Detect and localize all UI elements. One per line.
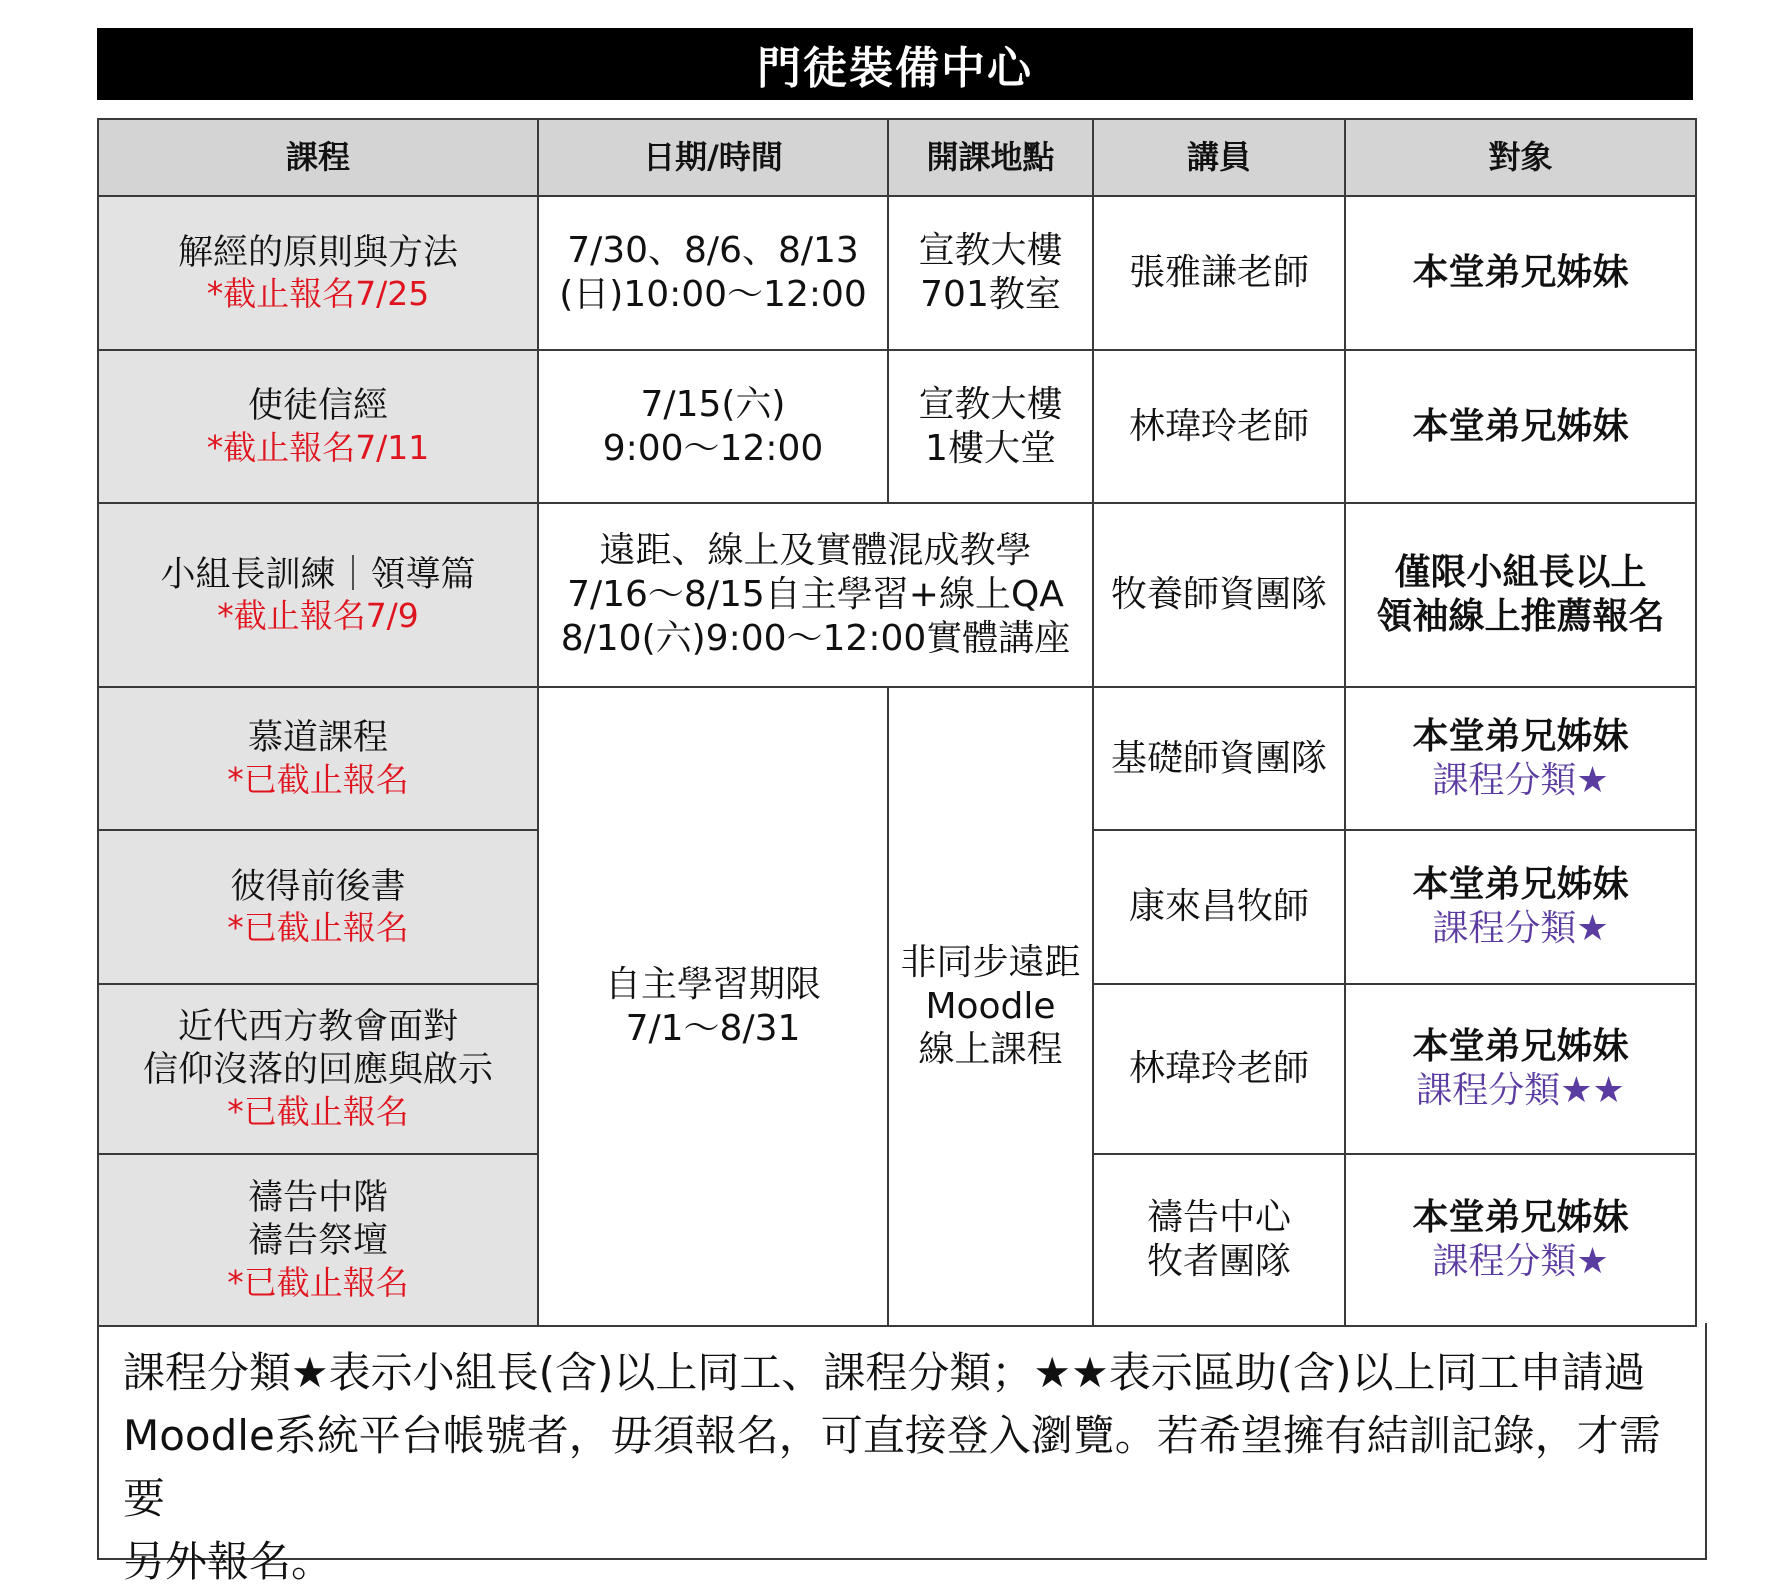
header-target: 對象: [1345, 119, 1696, 196]
location-line: 1樓大堂: [925, 427, 1056, 469]
location-line: 701教室: [920, 274, 1061, 315]
location-cell: [888, 196, 1093, 350]
instructor-name: 禱告中心: [1146, 1197, 1291, 1239]
category-text: 課程分類★★: [1416, 1070, 1625, 1111]
deadline-text: *已截止報名: [227, 908, 409, 948]
table-header-row: [98, 119, 1696, 196]
target-cell: [1345, 1154, 1696, 1326]
location-line: 宣教大樓: [918, 230, 1063, 272]
footnote-box: [97, 1323, 1707, 1586]
target-cell: [1345, 984, 1696, 1154]
deadline-text: *截止報名7/11: [206, 427, 430, 467]
instructor-name: 康來昌牧師: [1128, 886, 1309, 928]
table-row: [98, 196, 1696, 350]
target-text: 本堂弟兄姊妹: [1412, 1197, 1629, 1239]
footnote-line: Moodle系統平台帳號者，毋須報名，可直接登入瀏覽。若希望擁有結訓記錄，才需要: [123, 1411, 1661, 1523]
instructor-name: 牧養師資團隊: [1110, 574, 1327, 616]
instructor-cell: [1093, 350, 1345, 503]
datetime-line: 8/10(六)9:00～12:00實體講座: [560, 617, 1071, 659]
instructor-name: 牧者團隊: [1146, 1241, 1291, 1282]
datetime-line: 9:00～12:00: [602, 427, 824, 469]
header-instructor: 講員: [1093, 119, 1345, 196]
deadline-text: *已截止報名: [227, 1262, 409, 1302]
target-cell: [1345, 196, 1696, 350]
deadline-text: *已截止報名: [227, 759, 409, 799]
datetime-cell: [538, 196, 888, 350]
datetime-line: 遠距、線上及實體混成教學: [599, 530, 1032, 572]
course-name: 慕道課程: [247, 718, 388, 759]
target-cell: [1345, 350, 1696, 503]
instructor-cell: [1093, 830, 1345, 984]
datetime-line: 7/16～8/15自主學習+線上QA: [567, 574, 1064, 616]
course-name: 解經的原則與方法: [177, 232, 458, 273]
location-line: Moodle: [925, 985, 1056, 1027]
course-cell: [98, 1154, 538, 1326]
instructor-name: 林瑋玲老師: [1128, 1048, 1309, 1090]
instructor-name: 張雅謙老師: [1128, 252, 1309, 294]
location-line: 線上課程: [918, 1029, 1063, 1071]
target-cell: [1345, 503, 1696, 687]
header-datetime: 日期/時間: [538, 119, 888, 196]
instructor-name: 基礎師資團隊: [1110, 737, 1327, 779]
shared-location-cell: [888, 687, 1093, 1326]
target-text: 僅限小組長以上: [1394, 552, 1647, 594]
course-cell: [98, 350, 538, 503]
datetime-line: (日)10:00～12:00: [559, 274, 867, 315]
deadline-text: *截止報名7/25: [206, 274, 430, 314]
shared-datetime-cell: [538, 687, 888, 1326]
course-cell: [98, 830, 538, 984]
target-text: 本堂弟兄姊妹: [1412, 715, 1629, 757]
deadline-text: *截止報名7/9: [217, 596, 419, 636]
course-name: 近代西方教會面對: [177, 1007, 458, 1048]
category-text: 課程分類★: [1432, 759, 1609, 801]
footnote-line: 另外報名。: [123, 1537, 334, 1586]
course-schedule-table: [97, 118, 1697, 1327]
course-cell: [98, 503, 538, 687]
instructor-cell: [1093, 1154, 1345, 1326]
target-text: 本堂弟兄姊妹: [1412, 1026, 1629, 1068]
location-line: 非同步遠距: [900, 941, 1081, 983]
instructor-cell: [1093, 687, 1345, 830]
table-row: [98, 350, 1696, 503]
target-text: 本堂弟兄姊妹: [1412, 864, 1629, 906]
datetime-cell: [538, 350, 888, 503]
datetime-line: 7/1～8/31: [625, 1007, 801, 1049]
instructor-cell: [1093, 196, 1345, 350]
header-location: 開課地點: [888, 119, 1093, 196]
course-name: 禱告中階: [247, 1178, 388, 1219]
target-cell: [1345, 830, 1696, 984]
course-cell: [98, 196, 538, 350]
table-row: [98, 687, 1696, 830]
target-text: 本堂弟兄姊妹: [1412, 405, 1629, 447]
instructor-name: 林瑋玲老師: [1128, 405, 1309, 447]
course-name: 使徒信經: [247, 386, 388, 427]
course-name: 小組長訓練｜領導篇: [160, 554, 476, 595]
deadline-text: *已截止報名: [227, 1091, 409, 1131]
category-text: 課程分類★: [1432, 1241, 1609, 1282]
table-row: [98, 503, 1696, 687]
datetime-location-cell: [538, 503, 1093, 687]
datetime-line: 7/30、8/6、8/13: [567, 230, 859, 272]
instructor-cell: [1093, 503, 1345, 687]
location-cell: [888, 350, 1093, 503]
target-cell: [1345, 687, 1696, 830]
course-cell: [98, 687, 538, 830]
course-name: 禱告祭壇: [247, 1220, 388, 1261]
page-title: 門徒裝備中心: [97, 28, 1693, 100]
instructor-cell: [1093, 984, 1345, 1154]
location-line: 宣教大樓: [918, 383, 1063, 425]
course-name: 信仰沒落的回應與啟示: [142, 1049, 493, 1090]
course-cell: [98, 984, 538, 1154]
header-course: 課程: [98, 119, 538, 196]
category-text: 課程分類★: [1432, 908, 1609, 949]
datetime-line: 自主學習期限: [604, 963, 821, 1005]
footnote-line: 課程分類★表示小組長(含)以上同工、課程分類；★★表示區助(含)以上同工申請過: [123, 1348, 1646, 1397]
target-text: 領袖線上推薦報名: [1376, 596, 1665, 637]
datetime-line: 7/15(六): [640, 383, 786, 425]
target-text: 本堂弟兄姊妹: [1412, 252, 1629, 294]
course-name: 彼得前後書: [230, 866, 406, 907]
